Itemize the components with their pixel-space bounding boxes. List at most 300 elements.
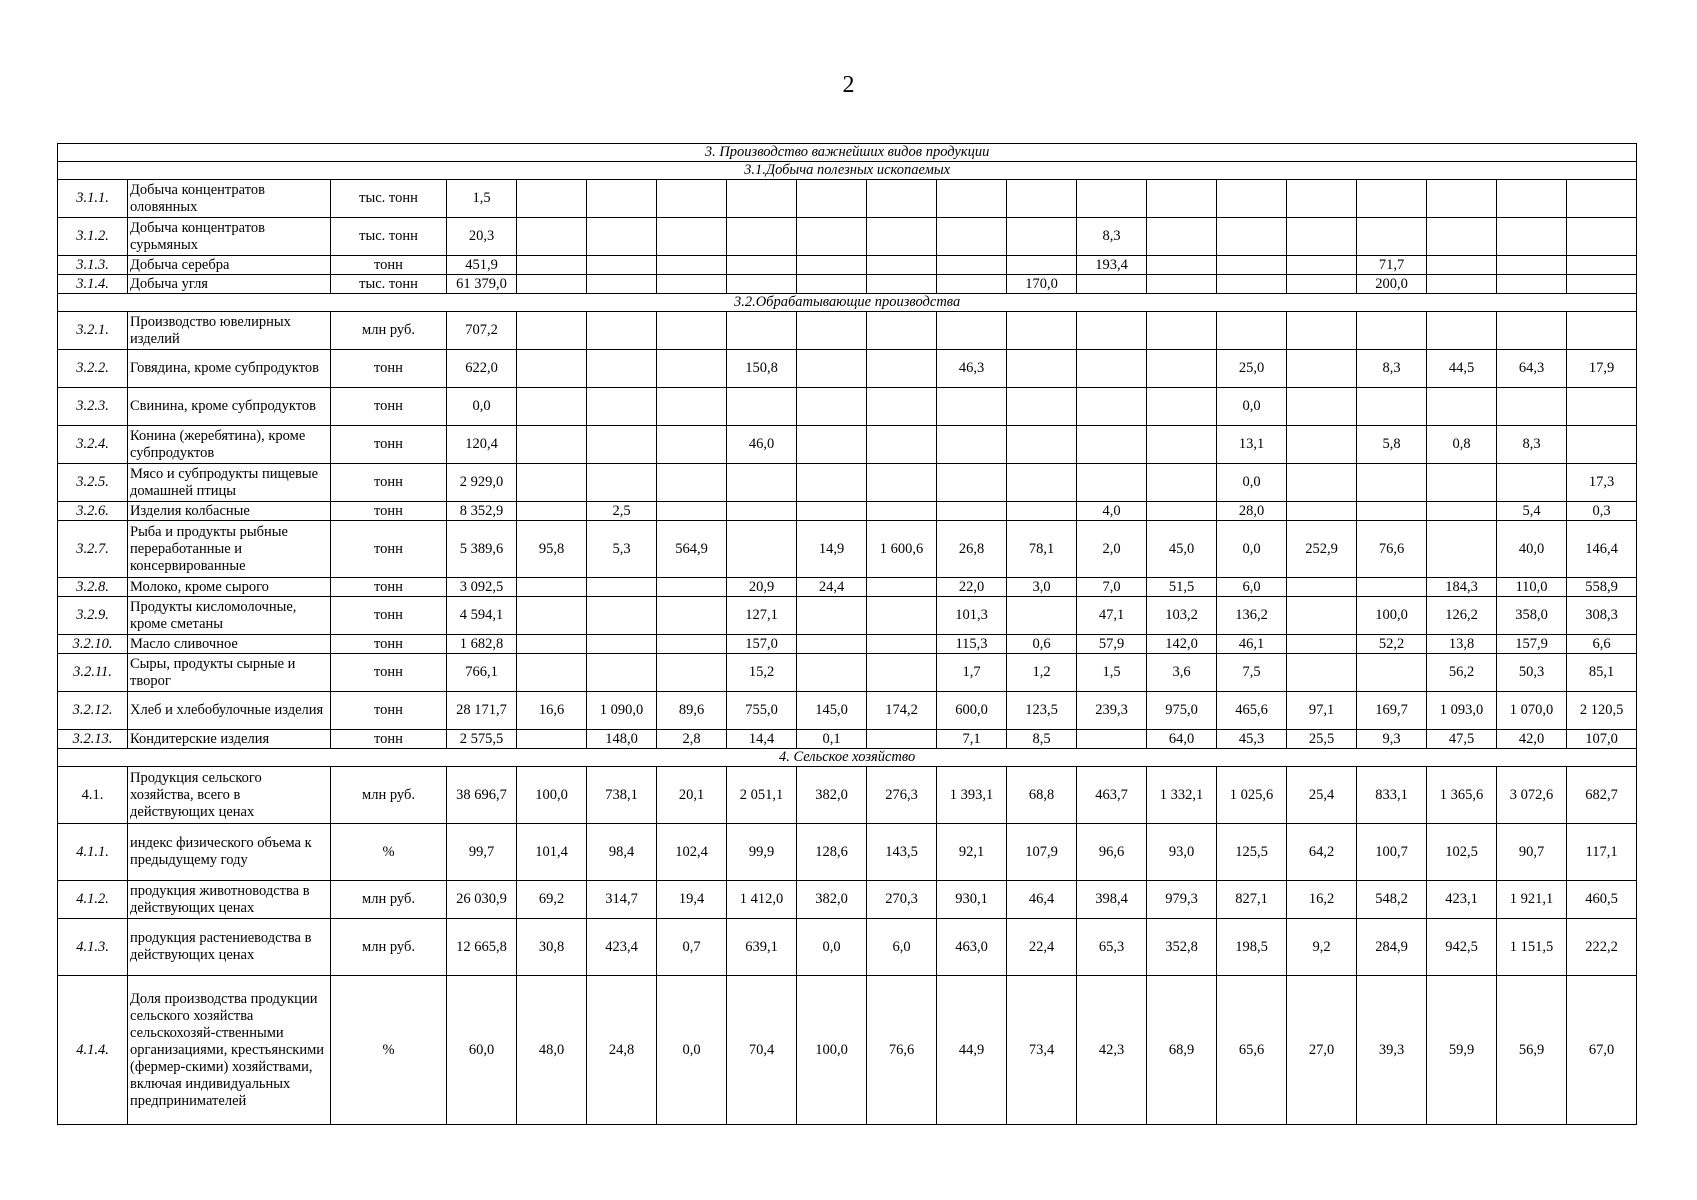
value-cell: 13,1 (1217, 426, 1287, 464)
value-cell (1497, 464, 1567, 502)
value-cell (797, 502, 867, 521)
value-cell: 465,6 (1217, 692, 1287, 730)
value-cell (1287, 464, 1357, 502)
value-cell (1287, 312, 1357, 350)
value-cell (657, 312, 727, 350)
row-name: Доля производства продукции сельского хозяйства сельскохозяй-ственными организациями, крестьянскими (фермер-скими) хозяйствами, включая индивидуальных предпринимателей (128, 976, 331, 1125)
value-cell (587, 218, 657, 256)
value-cell (587, 464, 657, 502)
value-cell: 738,1 (587, 767, 657, 824)
value-cell (657, 350, 727, 388)
row-code: 3.2.2. (58, 350, 128, 388)
value-cell (867, 350, 937, 388)
value-cell (587, 426, 657, 464)
value-cell: 22,0 (937, 578, 1007, 597)
value-cell (657, 578, 727, 597)
table-row (58, 824, 1637, 881)
value-cell: 2,5 (587, 502, 657, 521)
value-cell: 128,6 (797, 824, 867, 881)
value-cell (1567, 388, 1637, 426)
value-cell: 639,1 (727, 919, 797, 976)
value-cell (1287, 275, 1357, 294)
value-cell: 101,3 (937, 597, 1007, 635)
table-row (58, 597, 1637, 635)
value-cell (1007, 502, 1077, 521)
value-cell (1567, 275, 1637, 294)
row-unit: тонн (331, 635, 447, 654)
row-unit: тонн (331, 521, 447, 578)
value-cell (1567, 256, 1637, 275)
row-name: Кондитерские изделия (128, 730, 331, 749)
value-cell: 64,0 (1147, 730, 1217, 749)
value-cell: 0,7 (657, 919, 727, 976)
total-value-cell: 1,5 (447, 180, 517, 218)
value-cell (1147, 275, 1217, 294)
value-cell: 92,1 (937, 824, 1007, 881)
value-cell (1077, 388, 1147, 426)
row-name: Конина (жеребятина), кроме субпродуктов (128, 426, 331, 464)
value-cell (1497, 256, 1567, 275)
value-cell: 25,0 (1217, 350, 1287, 388)
value-cell: 1 332,1 (1147, 767, 1217, 824)
value-cell (1217, 256, 1287, 275)
value-cell (1077, 312, 1147, 350)
total-value-cell: 707,2 (447, 312, 517, 350)
row-code: 3.2.3. (58, 388, 128, 426)
total-value-cell: 622,0 (447, 350, 517, 388)
value-cell (1007, 388, 1077, 426)
value-cell: 22,4 (1007, 919, 1077, 976)
table-row (58, 692, 1637, 730)
value-cell (797, 654, 867, 692)
table-row (58, 275, 1637, 294)
value-cell (727, 521, 797, 578)
value-cell: 50,3 (1497, 654, 1567, 692)
total-value-cell: 1 682,8 (447, 635, 517, 654)
value-cell (1147, 218, 1217, 256)
row-name: Хлеб и хлебобулочные изделия (128, 692, 331, 730)
row-name: Свинина, кроме субпродуктов (128, 388, 331, 426)
value-cell: 600,0 (937, 692, 1007, 730)
value-cell (1567, 312, 1637, 350)
value-cell (1077, 426, 1147, 464)
value-cell: 1,5 (1077, 654, 1147, 692)
value-cell (797, 256, 867, 275)
value-cell (727, 180, 797, 218)
value-cell: 2 051,1 (727, 767, 797, 824)
value-cell: 198,5 (1217, 919, 1287, 976)
table-row (58, 635, 1637, 654)
value-cell: 463,7 (1077, 767, 1147, 824)
value-cell: 5,3 (587, 521, 657, 578)
value-cell: 64,3 (1497, 350, 1567, 388)
value-cell: 0,0 (657, 976, 727, 1125)
value-cell: 48,0 (517, 976, 587, 1125)
value-cell: 73,4 (1007, 976, 1077, 1125)
row-code: 3.2.9. (58, 597, 128, 635)
value-cell (517, 635, 587, 654)
row-unit: тыс. тонн (331, 180, 447, 218)
value-cell: 39,3 (1357, 976, 1427, 1125)
value-cell (587, 350, 657, 388)
value-cell: 382,0 (797, 881, 867, 919)
value-cell (1567, 426, 1637, 464)
value-cell (727, 464, 797, 502)
value-cell: 150,8 (727, 350, 797, 388)
table-row (58, 521, 1637, 578)
value-cell: 169,7 (1357, 692, 1427, 730)
section-header-row (58, 162, 1637, 180)
value-cell: 16,6 (517, 692, 587, 730)
page-number: 2 (842, 72, 855, 98)
section-header-row (58, 144, 1637, 162)
value-cell (1567, 218, 1637, 256)
value-cell: 14,9 (797, 521, 867, 578)
value-cell: 1 393,1 (937, 767, 1007, 824)
value-cell: 0,0 (1217, 388, 1287, 426)
value-cell: 115,3 (937, 635, 1007, 654)
row-unit: тонн (331, 597, 447, 635)
row-code: 3.2.10. (58, 635, 128, 654)
value-cell: 59,9 (1427, 976, 1497, 1125)
value-cell (517, 464, 587, 502)
value-cell (937, 275, 1007, 294)
value-cell (1007, 180, 1077, 218)
row-code: 3.1.2. (58, 218, 128, 256)
value-cell (937, 464, 1007, 502)
value-cell: 103,2 (1147, 597, 1217, 635)
value-cell: 95,8 (517, 521, 587, 578)
value-cell (1147, 464, 1217, 502)
value-cell: 3 072,6 (1497, 767, 1567, 824)
value-cell: 65,6 (1217, 976, 1287, 1125)
row-unit: тонн (331, 502, 447, 521)
value-cell: 6,0 (1217, 578, 1287, 597)
value-cell (867, 275, 937, 294)
value-cell (867, 426, 937, 464)
value-cell: 308,3 (1567, 597, 1637, 635)
value-cell: 46,0 (727, 426, 797, 464)
row-unit: тонн (331, 730, 447, 749)
value-cell (727, 218, 797, 256)
value-cell (657, 275, 727, 294)
value-cell: 157,0 (727, 635, 797, 654)
value-cell: 9,3 (1357, 730, 1427, 749)
value-cell (1287, 350, 1357, 388)
value-cell (517, 218, 587, 256)
value-cell (1497, 312, 1567, 350)
value-cell: 47,5 (1427, 730, 1497, 749)
value-cell (937, 312, 1007, 350)
value-cell (1007, 256, 1077, 275)
value-cell (1077, 730, 1147, 749)
value-cell (657, 597, 727, 635)
value-cell: 143,5 (867, 824, 937, 881)
value-cell (1147, 426, 1217, 464)
value-cell: 200,0 (1357, 275, 1427, 294)
value-cell: 25,4 (1287, 767, 1357, 824)
value-cell: 68,8 (1007, 767, 1077, 824)
row-unit: тонн (331, 654, 447, 692)
value-cell: 8,3 (1497, 426, 1567, 464)
row-name: Сыры, продукты сырные и творог (128, 654, 331, 692)
value-cell: 65,3 (1077, 919, 1147, 976)
value-cell: 51,5 (1147, 578, 1217, 597)
value-cell (1567, 180, 1637, 218)
row-unit: тонн (331, 388, 447, 426)
value-cell (1427, 180, 1497, 218)
value-cell: 184,3 (1427, 578, 1497, 597)
value-cell: 145,0 (797, 692, 867, 730)
row-code: 3.2.12. (58, 692, 128, 730)
value-cell (1357, 502, 1427, 521)
value-cell: 57,9 (1077, 635, 1147, 654)
value-cell (1077, 275, 1147, 294)
value-cell: 423,4 (587, 919, 657, 976)
value-cell: 70,4 (727, 976, 797, 1125)
row-name: продукция животноводства в действующих ценах (128, 881, 331, 919)
row-name: Продукты кисломолочные, кроме сметаны (128, 597, 331, 635)
value-cell (1427, 464, 1497, 502)
value-cell: 239,3 (1077, 692, 1147, 730)
value-cell (1007, 597, 1077, 635)
value-cell (797, 426, 867, 464)
value-cell (1287, 256, 1357, 275)
value-cell (517, 730, 587, 749)
value-cell: 146,4 (1567, 521, 1637, 578)
value-cell (657, 180, 727, 218)
row-unit: тыс. тонн (331, 218, 447, 256)
value-cell: 0,8 (1427, 426, 1497, 464)
value-cell: 127,1 (727, 597, 797, 635)
value-cell (1357, 654, 1427, 692)
value-cell (517, 350, 587, 388)
value-cell (587, 635, 657, 654)
value-cell: 7,0 (1077, 578, 1147, 597)
total-value-cell: 26 030,9 (447, 881, 517, 919)
row-code: 4.1. (58, 767, 128, 824)
value-cell: 193,4 (1077, 256, 1147, 275)
table-row (58, 730, 1637, 749)
value-cell: 1 070,0 (1497, 692, 1567, 730)
value-cell (797, 180, 867, 218)
value-cell (937, 180, 1007, 218)
value-cell: 71,7 (1357, 256, 1427, 275)
section-header-row (58, 294, 1637, 312)
value-cell: 170,0 (1007, 275, 1077, 294)
value-cell (937, 388, 1007, 426)
value-cell (657, 256, 727, 275)
row-name: Рыба и продукты рыбные переработанные и консервированные (128, 521, 331, 578)
value-cell (1427, 275, 1497, 294)
value-cell: 52,2 (1357, 635, 1427, 654)
value-cell (1287, 426, 1357, 464)
value-cell (1427, 312, 1497, 350)
value-cell (797, 312, 867, 350)
value-cell (1007, 218, 1077, 256)
value-cell: 0,0 (1217, 464, 1287, 502)
value-cell: 136,2 (1217, 597, 1287, 635)
row-code: 3.1.1. (58, 180, 128, 218)
value-cell: 7,1 (937, 730, 1007, 749)
value-cell (1357, 578, 1427, 597)
value-cell: 17,9 (1567, 350, 1637, 388)
value-cell: 276,3 (867, 767, 937, 824)
value-cell: 5,4 (1497, 502, 1567, 521)
value-cell (797, 597, 867, 635)
value-cell (797, 635, 867, 654)
value-cell (867, 502, 937, 521)
value-cell (587, 578, 657, 597)
value-cell: 975,0 (1147, 692, 1217, 730)
value-cell: 284,9 (1357, 919, 1427, 976)
value-cell: 174,2 (867, 692, 937, 730)
total-value-cell: 3 092,5 (447, 578, 517, 597)
value-cell: 8,3 (1077, 218, 1147, 256)
value-cell: 423,1 (1427, 881, 1497, 919)
table-row (58, 767, 1637, 824)
table-row (58, 976, 1637, 1125)
row-code: 3.2.11. (58, 654, 128, 692)
value-cell: 117,1 (1567, 824, 1637, 881)
value-cell (1497, 180, 1567, 218)
row-name: Производство ювелирных изделий (128, 312, 331, 350)
value-cell (1427, 388, 1497, 426)
value-cell: 98,4 (587, 824, 657, 881)
value-cell: 96,6 (1077, 824, 1147, 881)
value-cell (1147, 256, 1217, 275)
total-value-cell: 0,0 (447, 388, 517, 426)
value-cell: 126,2 (1427, 597, 1497, 635)
value-cell (867, 464, 937, 502)
value-cell: 102,4 (657, 824, 727, 881)
row-code: 3.2.13. (58, 730, 128, 749)
value-cell: 564,9 (657, 521, 727, 578)
table-row (58, 881, 1637, 919)
value-cell: 46,1 (1217, 635, 1287, 654)
value-cell: 148,0 (587, 730, 657, 749)
value-cell: 69,2 (517, 881, 587, 919)
row-name: Продукция сельского хозяйства, всего в действующих ценах (128, 767, 331, 824)
value-cell: 14,4 (727, 730, 797, 749)
total-value-cell: 28 171,7 (447, 692, 517, 730)
value-cell (657, 464, 727, 502)
value-cell (587, 654, 657, 692)
section-title: 3.1.Добыча полезных ископаемых (58, 162, 1637, 180)
value-cell (1147, 350, 1217, 388)
table-row (58, 218, 1637, 256)
row-code: 3.2.6. (58, 502, 128, 521)
statistics-table (57, 143, 1637, 1125)
value-cell (1217, 180, 1287, 218)
value-cell (1427, 521, 1497, 578)
total-value-cell: 5 389,6 (447, 521, 517, 578)
table-row (58, 388, 1637, 426)
value-cell (1147, 312, 1217, 350)
value-cell (1147, 180, 1217, 218)
value-cell (1287, 597, 1357, 635)
value-cell: 0,3 (1567, 502, 1637, 521)
row-code: 3.1.4. (58, 275, 128, 294)
value-cell (1077, 350, 1147, 388)
value-cell: 398,4 (1077, 881, 1147, 919)
value-cell (727, 388, 797, 426)
total-value-cell: 2 929,0 (447, 464, 517, 502)
row-unit: тонн (331, 256, 447, 275)
row-code: 3.2.5. (58, 464, 128, 502)
row-name: Говядина, кроме субпродуктов (128, 350, 331, 388)
value-cell (1357, 388, 1427, 426)
value-cell (587, 180, 657, 218)
value-cell: 352,8 (1147, 919, 1217, 976)
table-row (58, 350, 1637, 388)
value-cell (1007, 426, 1077, 464)
value-cell (867, 730, 937, 749)
row-unit: % (331, 824, 447, 881)
value-cell: 2,8 (657, 730, 727, 749)
table-row (58, 578, 1637, 597)
value-cell: 8,5 (1007, 730, 1077, 749)
value-cell: 78,1 (1007, 521, 1077, 578)
value-cell: 100,7 (1357, 824, 1427, 881)
row-name: Добыча угля (128, 275, 331, 294)
value-cell (1287, 388, 1357, 426)
value-cell: 46,3 (937, 350, 1007, 388)
value-cell: 107,9 (1007, 824, 1077, 881)
value-cell: 9,2 (1287, 919, 1357, 976)
section-header-row (58, 749, 1637, 767)
value-cell (1357, 464, 1427, 502)
value-cell (1427, 256, 1497, 275)
row-code: 3.2.1. (58, 312, 128, 350)
value-cell (937, 426, 1007, 464)
row-code: 3.2.7. (58, 521, 128, 578)
value-cell (1007, 464, 1077, 502)
value-cell (517, 426, 587, 464)
row-code: 3.2.4. (58, 426, 128, 464)
total-value-cell: 12 665,8 (447, 919, 517, 976)
value-cell (587, 388, 657, 426)
value-cell: 56,9 (1497, 976, 1567, 1125)
value-cell: 460,5 (1567, 881, 1637, 919)
value-cell (1427, 502, 1497, 521)
value-cell (587, 597, 657, 635)
value-cell (797, 350, 867, 388)
value-cell (587, 312, 657, 350)
value-cell (587, 256, 657, 275)
value-cell: 46,4 (1007, 881, 1077, 919)
table-row (58, 312, 1637, 350)
value-cell (1287, 578, 1357, 597)
value-cell (517, 275, 587, 294)
value-cell (1427, 218, 1497, 256)
value-cell (867, 654, 937, 692)
table-row (58, 426, 1637, 464)
value-cell (1077, 180, 1147, 218)
value-cell (1357, 180, 1427, 218)
value-cell: 1 365,6 (1427, 767, 1497, 824)
value-cell: 93,0 (1147, 824, 1217, 881)
value-cell: 1 025,6 (1217, 767, 1287, 824)
value-cell: 99,9 (727, 824, 797, 881)
row-unit: млн руб. (331, 312, 447, 350)
value-cell: 28,0 (1217, 502, 1287, 521)
value-cell: 382,0 (797, 767, 867, 824)
value-cell (657, 654, 727, 692)
value-cell: 314,7 (587, 881, 657, 919)
total-value-cell: 61 379,0 (447, 275, 517, 294)
value-cell: 64,2 (1287, 824, 1357, 881)
